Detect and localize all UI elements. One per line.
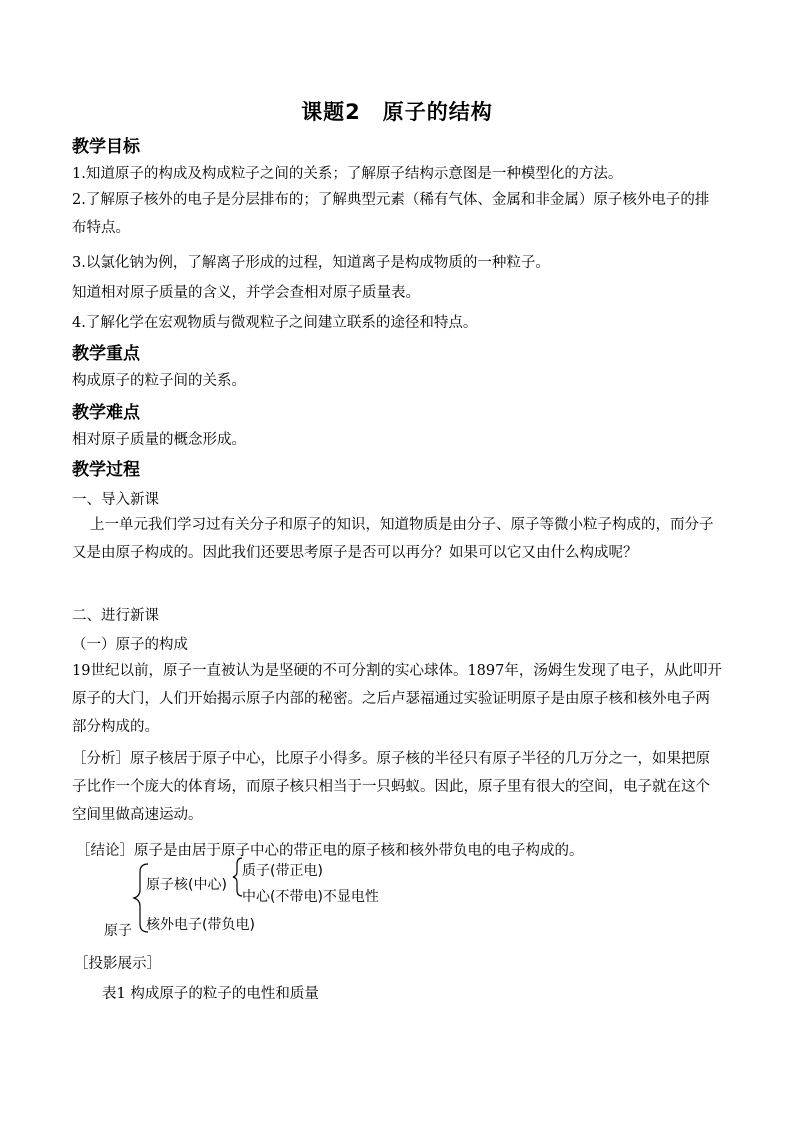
objective-item-4: 4.了解化学在宏观物质与微观粒子之间建立联系的途径和特点。 bbox=[72, 315, 478, 331]
heading-key-points: 教学重点 bbox=[72, 344, 140, 364]
table-caption: 表1 构成原子的粒子的电性和质量 bbox=[102, 986, 319, 1002]
para-analysis: ［分析］原子核居于原子中心，比原子小得多。原子核的半径只有原子半径的几万分之一，如果把原子比作一个庞大的体育场，而原子核只相当于一只蚂蚁。因此，原子里有很大的空间，电子就在这个空间里做高速运动。 bbox=[72, 751, 710, 823]
part2-title: 二、进行新课 bbox=[72, 608, 159, 624]
diagram-neutron: 中心(不带电)不显电性 bbox=[242, 889, 379, 905]
part1-text: 上一单元我们学习过有关分子和原子的知识，知道物质是由分子、原子等微小粒子构成的，而分子又是由原子构成的。因此我们还要思考原子是否可以再分？如果可以它又由什么构成呢？ bbox=[72, 517, 714, 561]
objective-item-1: 1.知道原子的构成及构成粒子之间的关系；了解原子结构示意图是一种模型化的方法。 bbox=[72, 166, 623, 182]
heading-difficulties: 教学难点 bbox=[72, 403, 140, 423]
heading-process: 教学过程 bbox=[72, 460, 140, 480]
diagram-electron: 核外电子(带负电) bbox=[146, 917, 255, 933]
diagram-atom: 原子 bbox=[104, 923, 132, 939]
diagram-nucleus: 原子核(中心) bbox=[146, 877, 227, 893]
objective-item-2: 2.了解原子核外的电子是分层排布的；了解典型元素（稀有气体、金属和非金属）原子核外电子的排布特点。 bbox=[72, 192, 710, 236]
para-conclusion: ［结论］原子是由居于原子中心的带正电的原子核和核外带负电的电子构成的。 bbox=[76, 843, 584, 859]
para-history: 19世纪以前，原子一直被认为是坚硬的不可分割的实心球体。1897年，汤姆生发现了电子，从此叩开原子的大门，人们开始揭示原子内部的秘密。之后卢瑟福通过实验证明原子是由原子核和核外电子两部分构成的。 bbox=[72, 663, 722, 735]
diagram-proton: 质子(带正电) bbox=[242, 863, 323, 879]
key-points-text: 构成原子的粒子间的关系。 bbox=[72, 373, 246, 389]
difficulties-text: 相对原子质量的概念形成。 bbox=[72, 432, 246, 448]
sub1-title: （一）原子的构成 bbox=[72, 637, 188, 653]
projection-label: ［投影展示］ bbox=[74, 956, 161, 972]
atom-structure-diagram bbox=[100, 856, 420, 946]
objective-item-3: 3.以氯化钠为例，了解离子形成的过程，知道离子是构成物质的一种粒子。 bbox=[72, 255, 550, 271]
part1-title: 一、导入新课 bbox=[72, 492, 159, 508]
objective-item-3b: 知道相对原子质量的含义，并学会查相对原子质量表。 bbox=[72, 285, 420, 301]
heading-objectives: 教学目标 bbox=[72, 137, 140, 157]
page-title: 课题2 原子的结构 bbox=[301, 100, 493, 124]
